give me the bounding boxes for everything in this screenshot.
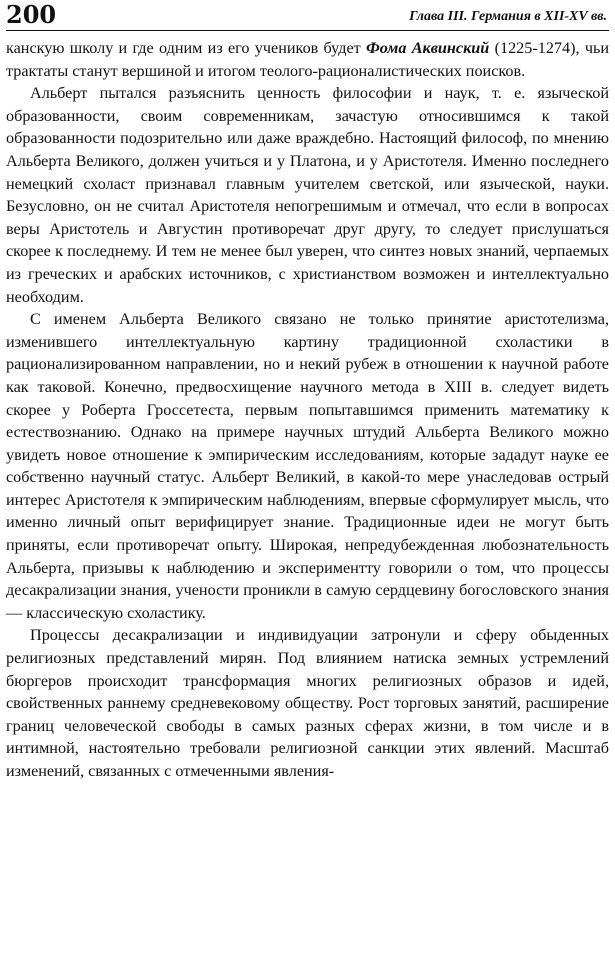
paragraph: С именем Альберта Великого связано не только принятие аристотелизма, изменившего интеллектуальную картину традиционной схоластики в рационализированном направлении, но и некий рубеж в отношении к научной работе как таковой. Конечно, предвосхищение научного метода в XIII в. следует видеть скорее у Роберта Гроссетеста, первым попытавшимся применить математику к естествознанию. Однако на примере научных штудий Альберта Великого можно увидеть новое отношение к эмпирическим исследованиям, которые зададут науке ее собственно научный статус. Альберт Великий, в какой-то мере унаследовав острый интерес Аристотеля к эмпирическим наблюдениям, впервые сформулирует мысль, что именно личный опыт верифицирует знание. Традиционные идеи не могут быть приняты, если противоречат опыту. Широкая, непредубежденная любознательность Альберта, призывы к наблюдению и экспериментту говорили о том, что процессы десакрализации знания, учености проникли в самую сердцевину богословского знания — классическую схоластику. — [6, 310, 609, 622]
body-text — [4, 37, 611, 783]
paragraph: Процессы десакрализации и индивидуации затронули и сферу обыденных религиозных представлений мирян. Под влиянием натиска земных устремлений бюргеров происходит трансформация многих религиозных образов и идей, свойственных раннему средневековому обществу. Рост торговых занятий, расширение границ человеческой свободы в самых разных сферах жизни, в том числе и в интимной, настоятельно требовали религиозной санкции этих явлений. Масштаб изменений, связанных с отмеченными явления- — [6, 626, 609, 780]
paragraph: Альберт пытался разъяснить ценность философии и наук, т. е. языческой образованности, своим современникам, зачастую относившимся к такой образованности подозрительно или даже враждебно. Настоящий философ, по мнению Альберта Великого, должен учиться и у Платона, и у Аристотеля. Именно последнего немецкий схоласт признавал главным учителем светской, или языческой, науки. Безусловно, он не считал Аристотеля непогрешимым и отмечал, что если в вопросах веры Аристотель и Августин противоречат друг другу, то следует прислушаться скорее к последнему. И тем не менее был уверен, что синтез новых знаний, черпаемых из греческих и арабских источников, с христианством возможен и интеллектуально необходим. — [6, 84, 609, 306]
paragraph-text: (1225-1274), чьи трактаты станут вершиной и итогом теолого-рационалистических поисков. — [6, 39, 610, 80]
page-number: 200 — [6, 0, 57, 29]
paragraph-text: канскую школу и где одним из его учеников будет — [6, 39, 367, 57]
emphasized-name: Фома Аквинский — [366, 39, 490, 57]
running-head: Глава III. Германия в XII-XV вв. — [409, 9, 607, 24]
paragraph-continuation — [6, 37, 609, 82]
page-header — [6, 0, 609, 31]
